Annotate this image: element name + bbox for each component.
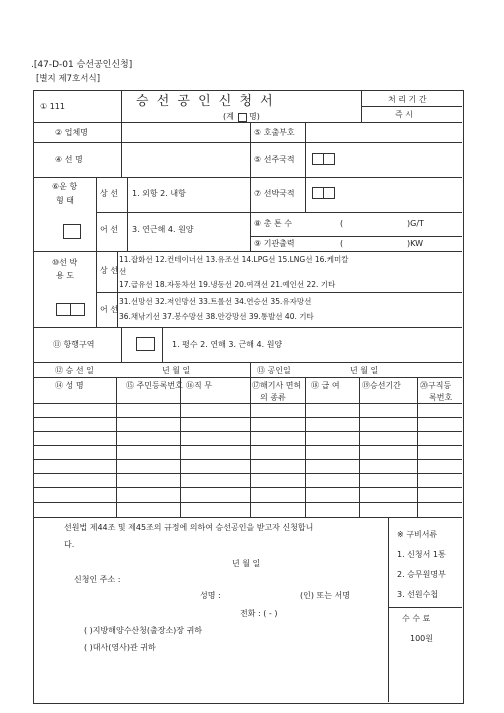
call-sign-label: ⑤ 호출부호	[254, 128, 295, 137]
processing-value: 즉 시	[395, 110, 413, 119]
operation-merchant-options: 1. 외항 2. 내항	[132, 189, 186, 198]
col-duty-header: ⑯직 무	[186, 381, 212, 390]
required-doc-2: 2. 승무원명부	[397, 570, 446, 579]
use-merchant-line2: 선	[119, 267, 127, 276]
ship-use-label2: 용 도	[56, 271, 74, 280]
navigation-area-box[interactable]	[136, 337, 155, 351]
col-pay-header: ⑱ 급 여	[311, 381, 340, 390]
office-addressee-1: ( )지방해양수산청(출장소)장 귀하	[84, 626, 203, 635]
navigation-area-options: 1. 평수 2. 연해 3. 근해 4. 원양	[172, 340, 283, 349]
declaration-line1: 선원법 제44조 및 제45조의 규정에 의하여 승선공인을 받고자 신청합니	[64, 523, 314, 532]
approval-date-label: ⑬ 공인일	[257, 366, 291, 375]
col-period-header: ⑲승선기간	[362, 381, 401, 390]
ship-nationality-label: ⑦ 선박국적	[254, 189, 295, 198]
operation-fishing-options: 3. 연근해 4. 원양	[132, 225, 194, 234]
col-name-header: ⑭ 성 명	[55, 381, 84, 390]
tonnage-unit: )G/T	[407, 219, 424, 228]
navigation-area-label: ⑪ 항행구역	[53, 340, 95, 349]
declaration-line2: 다.	[64, 540, 75, 549]
use-fishing-line1: 31.선망선 32.저인망선 33.트롤선 34.연승선 35.유자망선	[119, 297, 312, 306]
tonnage-label: ⑧ 총 톤 수	[254, 219, 292, 228]
engine-output-label: ⑨ 기관출력	[254, 239, 295, 248]
engine-output-open: (	[340, 239, 344, 248]
use-merchant-line1: 11.잡화선 12.컨테이너선 13.유조선 14.LPG선 15.LNG선 16.케미칼	[119, 255, 349, 264]
signature-label: (인) 또는 서명	[300, 591, 350, 600]
ship-name-label: ④ 선 명	[55, 155, 83, 164]
approval-date-value: 년 월 일	[350, 366, 379, 375]
processing-label: 처 리 기 간	[388, 95, 427, 104]
use-merchant-label: 상 선	[100, 266, 118, 275]
count-checkbox[interactable]	[238, 113, 247, 122]
engine-output-unit: )KW	[407, 239, 423, 248]
ship-use-label: ⑩선 박	[52, 258, 78, 267]
operation-type-label: ⑥운 항	[52, 182, 78, 191]
operation-merchant-label: 상 선	[100, 189, 118, 198]
use-fishing-label: 어 선	[100, 305, 118, 314]
fee-label: 수 수 료	[402, 614, 431, 623]
col-license-header2: 의 종류	[260, 393, 286, 402]
operation-type-box[interactable]	[63, 224, 81, 239]
operation-type-label2: 형 태	[56, 196, 74, 205]
serial-number: ① 111	[40, 102, 65, 111]
office-addressee-2: ( )대사(영사)관 귀하	[84, 643, 156, 652]
annex-label: [별지 제7호서식]	[36, 74, 101, 84]
use-merchant-line3: 17.급유선 18.자동차선 19.냉동선 20.여객선 21.예인선 22. 기타	[119, 280, 336, 289]
owner-nationality-label: ⑤ 선주국적	[254, 155, 295, 164]
applicant-address-label: 신청인 주소 :	[74, 575, 121, 584]
applicant-name-label: 성명 :	[200, 591, 221, 600]
count-close: 명)	[249, 112, 260, 121]
count-open: (계	[223, 112, 234, 121]
phone-label: 전화 : ( - )	[240, 609, 278, 618]
col-license-header: ⑰해기사 면허	[252, 381, 302, 390]
operation-fishing-label: 어 선	[100, 225, 118, 234]
boarding-date-value: 년 월 일	[162, 366, 191, 375]
company-label: ② 업체명	[55, 128, 88, 137]
application-date: 년 월 일	[232, 559, 261, 568]
required-doc-3: 3. 선원수첩	[397, 590, 439, 599]
col-jobreg-header: ⑳구직등	[420, 381, 452, 390]
fee-value: 100원	[410, 634, 433, 643]
owner-nationality-box2[interactable]	[323, 153, 335, 165]
use-fishing-line2: 36.채낚기선 37.봉수망선 38.안강망선 39.통발선 40. 기타	[119, 312, 314, 321]
form-code: .[47-D-01 승선공인신청]	[31, 60, 133, 70]
ship-use-box2[interactable]	[70, 303, 85, 316]
ship-nationality-box2[interactable]	[323, 187, 335, 199]
form-title: 승 선 공 인 신 청 서	[136, 94, 275, 109]
boarding-date-label: ⑫ 승 선 일	[55, 366, 94, 375]
required-doc-1: 1. 신청서 1통	[397, 550, 446, 559]
col-jobreg-header2: 록번호	[429, 393, 453, 402]
required-docs-title: ※ 구비서류	[397, 530, 438, 539]
tonnage-open: (	[340, 219, 344, 228]
col-rrn-header: ⑮ 주민등록번호	[126, 381, 183, 390]
ship-use-box1[interactable]	[56, 303, 71, 316]
